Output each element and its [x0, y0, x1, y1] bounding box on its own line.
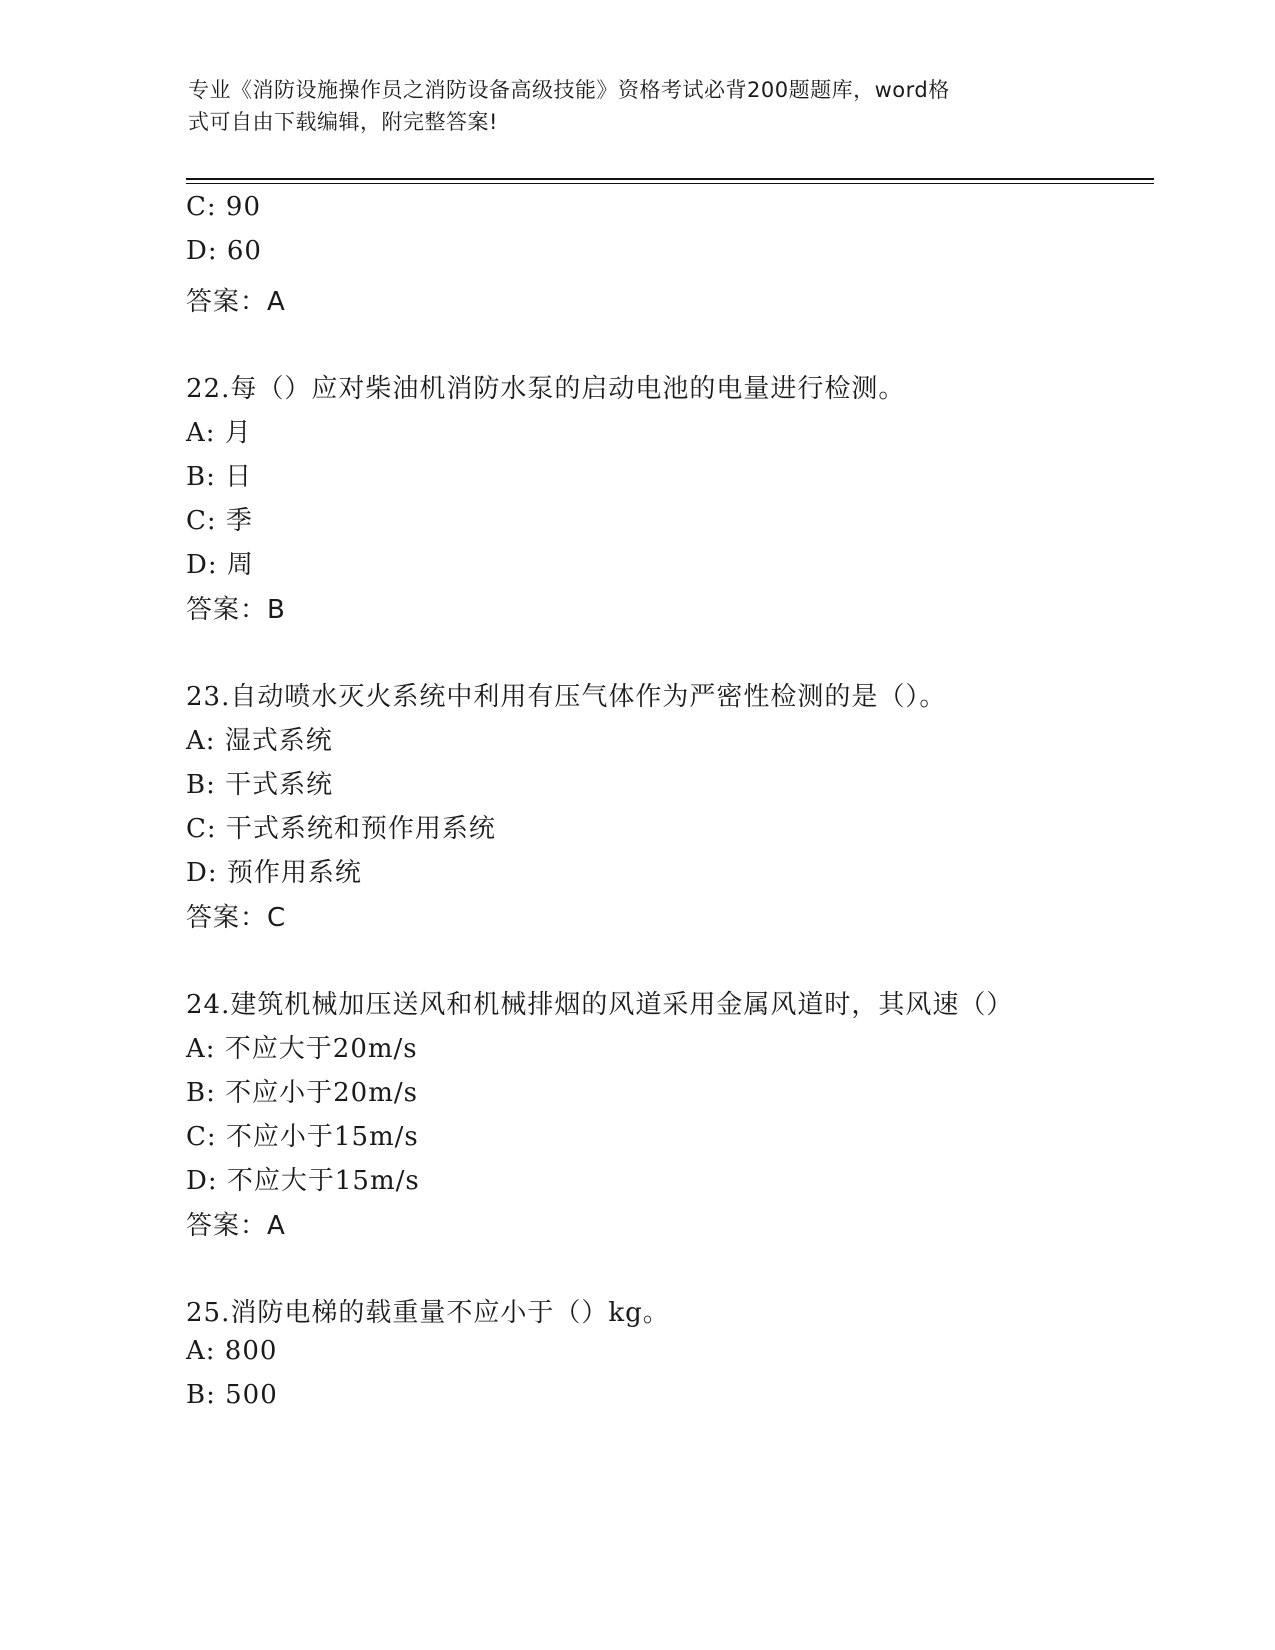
prev-option-d: D: 60: [186, 236, 262, 266]
option-d: D: 周: [186, 550, 254, 580]
header-line-1: 专业《消防设施操作员之消防设备高级技能》资格考试必背200题题库，word格: [188, 78, 950, 102]
prev-option-c: C: 90: [186, 192, 262, 222]
question-stem: 25.消防电梯的载重量不应小于（）kg。: [186, 1298, 670, 1328]
option-d: D: 预作用系统: [186, 858, 362, 888]
question-stem: 23.自动喷水灭火系统中利用有压气体作为严密性检测的是（）。: [186, 682, 947, 712]
option-a: A: 月: [186, 418, 252, 448]
answer: 答案：C: [186, 903, 287, 933]
answer: 答案：B: [186, 595, 286, 625]
option-a: A: 湿式系统: [186, 726, 333, 756]
header-rule-thin: [186, 183, 1154, 184]
header-rule-thick: [186, 178, 1154, 180]
option-b: B: 500: [186, 1380, 278, 1410]
option-a: A: 不应大于20m/s: [186, 1034, 418, 1064]
question-stem: 24.建筑机械加压送风和机械排烟的风道采用金属风道时，其风速（）: [186, 990, 1014, 1020]
option-b: B: 干式系统: [186, 770, 334, 800]
option-b: B: 不应小于20m/s: [186, 1078, 418, 1108]
option-c: C: 季: [186, 506, 253, 536]
question-stem: 22.每（）应对柴油机消防水泵的启动电池的电量进行检测。: [186, 374, 906, 404]
answer: 答案：A: [186, 1211, 286, 1241]
option-d: D: 不应大于15m/s: [186, 1166, 420, 1196]
option-b: B: 日: [186, 462, 253, 492]
document-header: [188, 74, 1068, 138]
option-c: C: 干式系统和预作用系统: [186, 814, 496, 844]
option-c: C: 不应小于15m/s: [186, 1122, 419, 1152]
prev-answer: 答案：A: [186, 287, 286, 317]
header-line-2: 式可自由下载编辑，附完整答案!: [188, 110, 498, 134]
option-a: A: 800: [186, 1336, 278, 1366]
